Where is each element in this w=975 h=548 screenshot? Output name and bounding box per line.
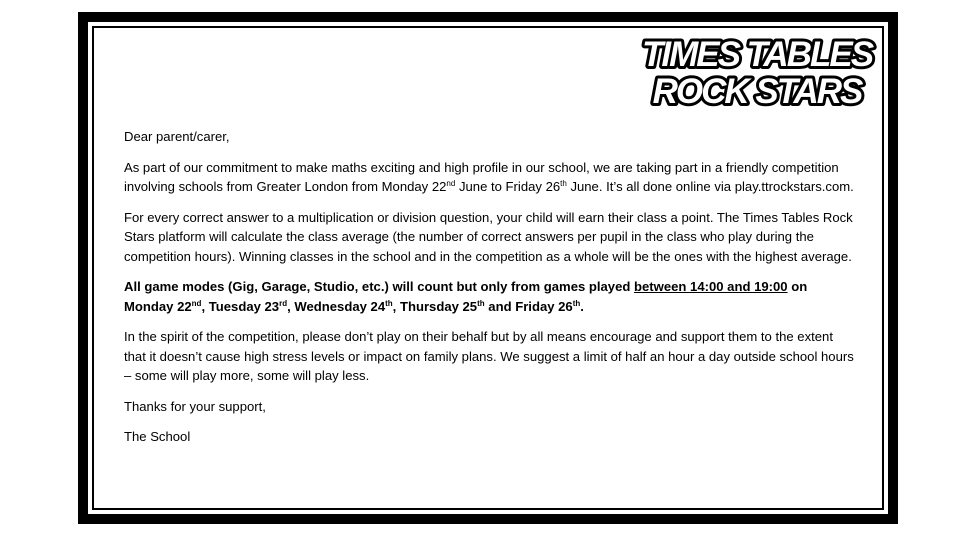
p3-sup-c: rd [279, 298, 288, 308]
paragraph-competition-intro [124, 158, 854, 197]
p3-text-a: All game modes (Gig, Garage, Studio, etc.) will count but only from games played [124, 279, 635, 294]
p1-text-a: As part of our commitment to make maths exciting and high profile in our school, we are taking part in a friendly competition involving schools from Greater London from Monday 22 [124, 159, 839, 194]
paragraph-scoring: For every correct answer to a multiplication or division question, your child will earn their class a point. The Times Tables Rock Stars platform will calculate the class average (the number of correct answers per pupil in the class who play during the competition hours). Winning classes in the school and in the competition as a whole will be the ones with the highest average. [124, 209, 853, 264]
logo-line2: ROCK STARS [652, 72, 862, 111]
paragraph-game-modes [124, 277, 854, 316]
thanks-line: Thanks for your support, [124, 398, 266, 414]
p3-sup-b: nd [191, 298, 202, 308]
p1-sup-a: nd [446, 179, 456, 188]
p1-text-c: June. It’s all done online via play.ttrockstars.com. [566, 179, 854, 194]
paragraph-fair-play: In the spirit of the competition, please don’t play on their behalf but by all means encourage and support them to the extent that it doesn’t cause high stress levels or impact on family plans. We suggest a limit of half an hour a day outside school hours – some will play more, some will play less. [124, 329, 854, 383]
times-tables-rock-stars-logo [641, 35, 873, 111]
logo-line1: TIMES TABLES [641, 35, 873, 74]
p3-text-f: and Friday 26 [484, 298, 573, 314]
p3-text-e: , Thursday 25 [392, 298, 478, 314]
p1-text-b: June to Friday 26 [455, 179, 561, 194]
p3-sup-e: th [477, 298, 485, 308]
p3-text-b: on Monday 22 [124, 279, 808, 314]
signoff: The School [124, 429, 191, 444]
p3-text-g: . [580, 298, 584, 314]
salutation: Dear parent/carer, [124, 129, 230, 144]
p3-text-d: , Wednesday 24 [287, 298, 386, 314]
p3-hours-underlined: between 14:00 and 19:00 [634, 279, 788, 294]
letter-body [124, 127, 854, 458]
p3-sup-d: th [385, 298, 393, 308]
p1-sup-b: th [560, 179, 567, 188]
p3-text-c: , Tuesday 23 [201, 298, 280, 314]
p3-sup-f: th [572, 298, 581, 308]
